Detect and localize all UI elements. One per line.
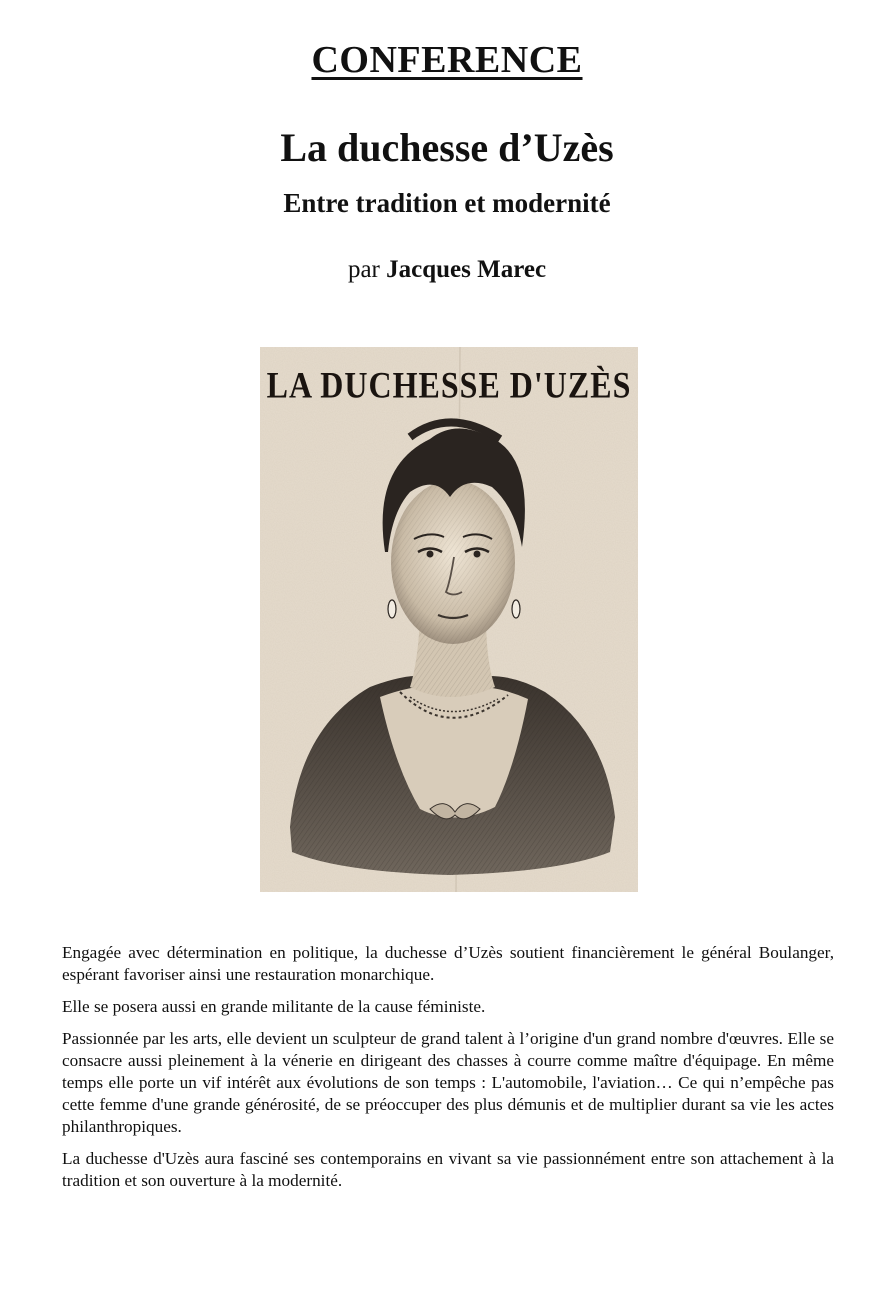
- paragraph: La duchesse d'Uzès aura fasciné ses contemporains en vivant sa vie passionnément entre son attachement à la tradition et son ouverture à la modernité.: [62, 1149, 834, 1190]
- author-name: Jacques Marec: [386, 256, 547, 283]
- paragraph: Engagée avec détermination en politique, la duchesse d’Uzès soutient financièrement le général Boulanger, espérant favoriser ainsi une restauration monarchique.: [62, 943, 834, 984]
- conference-heading: CONFERENCE: [311, 39, 583, 81]
- byline: [0, 256, 894, 284]
- document-subtitle: Entre tradition et modernité: [283, 188, 611, 218]
- portrait-caption: LA DUCHESSE D'UZÈS: [266, 364, 632, 406]
- document-title: La duchesse d’Uzès: [280, 125, 614, 170]
- portrait-engraving: [260, 347, 638, 892]
- portrait-illustration: [260, 347, 638, 892]
- body-text: [62, 942, 834, 1202]
- byline-prefix: par: [347, 256, 380, 283]
- paragraph: Passionnée par les arts, elle devient un sculpteur de grand talent à l’origine d'un grand nombre d'œuvres. Elle se consacre aussi pleinement à la vénerie en dirigeant des chasses à courre comme maître d'équipage. En même temps elle porte un vif intérêt aux évolutions de son temps : L'automobile, l'aviation… Ce qui n’empêche pas cette femme d'une grande générosité, de se préoccuper des plus démunis et de multiplier durant sa vie les actes philanthropiques.: [62, 1029, 834, 1136]
- paragraph: Elle se posera aussi en grande militante de la cause féministe.: [62, 997, 486, 1016]
